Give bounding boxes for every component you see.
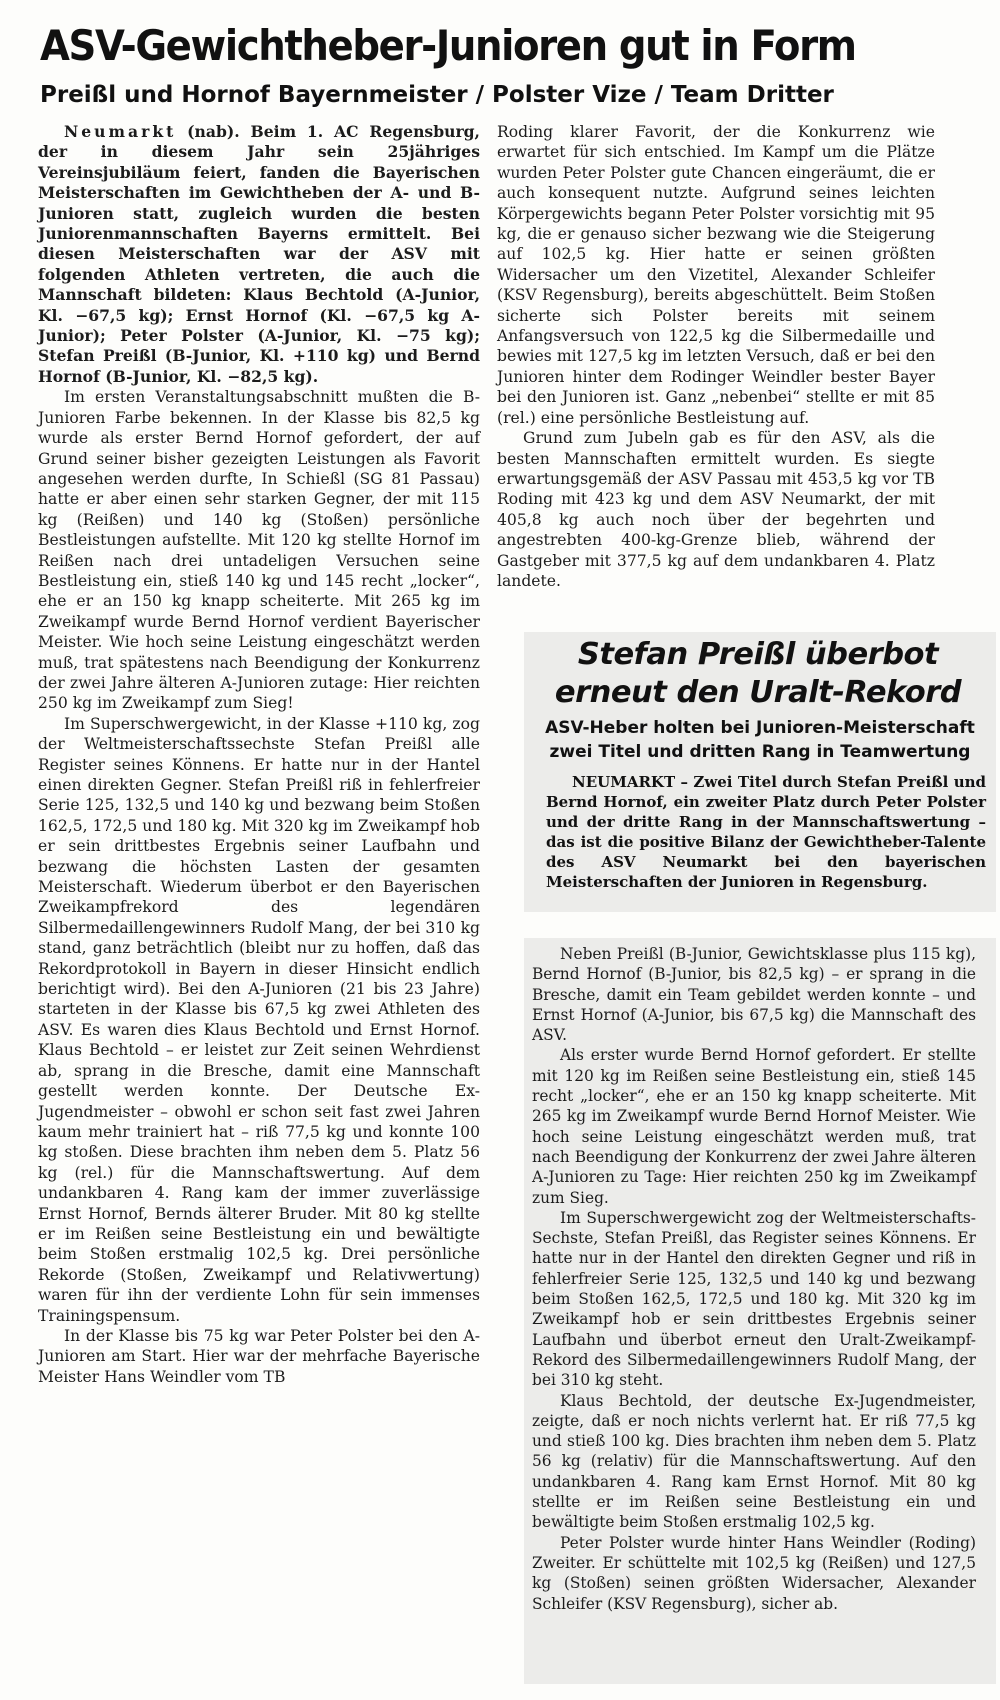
article-lead [38,122,480,387]
sidebar-lead-text: NEUMARKT – Zwei Titel durch Stefan Preißl und Bernd Hornof, ein zweiter Platz durch Peter Polster und der dritte Rang in der Mannschaftswertung – das ist die positive Bilanz der Gewichtheber-Talente des ASV Neumarkt bei den bayerischen Meisterschaften der Junioren in Regensburg. [546,773,986,891]
sidebar-paragraph: Im Superschwergewicht zog der Weltmeisterschafts-Sechste, Stefan Preißl, das Register seines Könnens. Er hatte nur in der Hantel den direkten Gegner und riß in fehlerfreier Serie 125, 132,5 und 140 kg und bezwang beim Stoßen 162,5, 172,5 und 180 kg. Mit 320 kg im Zweikampf hob er sein drittbestes Ergebnis seiner Laufbahn und überbot erneut den Uralt-Zweikampf-Rekord des Silbermedaillengewinners Rudolf Mang, der bei 310 kg steht. [532,1208,976,1390]
article-paragraph: Grund zum Jubeln gab es für den ASV, als die besten Mannschaften ermittelt wurden. Es siegte erwartungsgemäß der ASV Passau mit 453,5 kg vor TB Roding mit 423 kg und dem ASV Neumarkt, der mit 405,8 kg auch noch über der begehrten und angestrebten 400-kg-Grenze blieb, während der Gastgeber mit 377,5 kg auf dem undankbaren 4. Platz landete. [497,429,935,590]
article-lead-text: (nab). Beim 1. AC Regensburg, der in diesem Jahr sein 25jähriges Vereinsjubiläum feiert, fanden die Bayerischen Meisterschaften im Gewichtheben der A- und B-Junioren statt, zugleich wurden die besten Juniorenmannschaften Bayerns ermittelt. Bei diesen Meisterschaften war der ASV mit folgenden Athleten vertreten, die auch die Mannschaft bildeten: Klaus Bechtold (A-Junior, Kl. −67,5 kg); Ernst Hornof (Kl. −67,5 kg A-Junior); Peter Polster (A-Junior, Kl. −75 kg); Stefan Preißl (B-Junior, Kl. +110 kg) und Bernd Hornof (B-Junior, Kl. −82,5 kg). [38,122,480,386]
article-column-right [497,122,935,591]
article-column-left [38,122,480,1387]
sidebar-paragraph: Peter Polster wurde hinter Hans Weindler (Roding) Zweiter. Er schüttelte mit 102,5 kg (Reißen) und 127,5 kg (Stoßen) seinen größten Widersacher, Alexander Schleifer (KSV Regensburg), sicher ab. [532,1533,976,1613]
article-paragraph: In der Klasse bis 75 kg war Peter Polster bei den A-Junioren am Start. Hier war der mehrfache Bayerische Meister Hans Weindler vom TB [38,1326,480,1386]
article-paragraph: Im Superschwergewicht, in der Klasse +110 kg, zog der Weltmeisterschaftssechste Stefan Preißl alle Register seines Könnens. Er hatte nur in der Hantel einen direkten Gegner. Stefan Preißl riß in fehlerfreier Serie 125, 132,5 und 140 kg und bezwang beim Stoßen 162,5, 172,5 und 180 kg. Mit 320 kg im Zweikampf hob er sein drittbestes Ergebnis seiner Laufbahn und bezwang die höchsten Lasten der gesamten Meisterschaft. Wiederum überbot er den Bayerischen Zweikampfrekord des legendären Silbermedaillengewinners Rudolf Mang, der bei 310 kg stand, ganz beträchtlich (bleibt nur zu hoffen, daß das Rekordprotokoll in Bayern in dieser Hinsicht endlich berichtigt wird). Bei den A-Junioren (21 bis 23 Jahre) starteten in der Klasse bis 67,5 kg zwei Athleten des ASV. Es waren dies Klaus Bechtold und Ernst Hornof. Klaus Bechtold – er leistet zur Zeit seinen Wehrdienst ab, sprang in die Bresche, damit eine Mannschaft gestellt werden konnte. Der Deutsche Ex-Jugendmeister – obwohl er schon seit fast zwei Jahren kaum mehr trainiert hat – riß 77,5 kg und konnte 100 kg stoßen. Diese brachten ihm neben dem 5. Platz 56 kg (rel.) für die Mannschaftswertung. Auf dem undankbaren 4. Rang kam der immer zuverlässige Ernst Hornof, Bernds älterer Bruder. Mit 80 kg stellte er im Reißen seine Bestleistung ein und bewältigte beim Stoßen erstmalig 102,5 kg. Drei persönliche Rekorde (Stoßen, Zweikampf und Relativwertung) waren für ihn der verdiente Lohn für sein immenses Trainingspensum. [38,714,480,1325]
article-subheadline: Preißl und Hornof Bayernmeister / Polster Vize / Team Dritter [40,82,834,108]
article-paragraph: Roding klarer Favorit, der die Konkurrenz wie erwartet für sich entschied. Im Kampf um die Plätze wurden Peter Polster gute Chancen eingeräumt, die er auch konsequent nutzte. Aufgrund seines leichten Körpergewichts begann Peter Polster vorsichtig mit 95 kg, die er genauso sicher bezwang wie die Steigerung auf 102,5 kg. Hier hatte er seinen größten Widersacher um den Vizetitel, Alexander Schleifer (KSV Regensburg), bereits abgeschüttelt. Beim Stoßen sicherte sich Polster bereits mit seinem Anfangsversuch von 122,5 kg die Silbermedaille und bewies mit 127,5 kg im letzten Versuch, daß er bei den Junioren hinter dem Rodinger Weindler bester Bayer bei den Junioren ist. Ganz „nebenbei“ stellte er mit 85 (rel.) eine persönliche Bestleistung auf. [497,123,935,427]
article-dateline: Neumarkt [64,122,177,141]
sidebar-subtitle [530,716,990,764]
sidebar-body [532,944,976,1614]
sidebar-paragraph: Neben Preißl (B-Junior, Gewichtsklasse plus 115 kg), Bernd Hornof (B-Junior, bis 82,5 kg) – er sprang in die Bresche, damit ein Team gebildet werden konnte – und Ernst Hornof (A-Junior, bis 67,5 kg) die Mannschaft des ASV. [532,945,976,1045]
sidebar-paragraph: Als erster wurde Bernd Hornof gefordert. Er stellte mit 120 kg im Reißen seine Bestleistung ein, stieß 145 recht „locker“, ehe er an 150 kg knapp scheiterte. Mit 265 kg im Zweikampf wurde Bernd Hornof Meister. Wie hoch seine Leistung eingeschätzt werden muß, trat nach Beendigung der Konkurrenz der zwei Jahre älteren A-Junioren zu Tage: Hier reichten 250 kg im Zweikampf zum Sieg. [532,1046,976,1207]
article-headline: ASV-Gewichtheber-Junioren gut in Form [40,21,856,70]
sidebar-lead [546,772,986,892]
sidebar-title-line: erneut den Uralt-Rekord [554,675,962,710]
sidebar-subtitle-line: ASV-Heber holten bei Junioren-Meisterschaft [545,718,975,738]
article-paragraph: Im ersten Veranstaltungsabschnitt mußten die B-Junioren Farbe bekennen. In der Klasse bis 82,5 kg wurde als erster Bernd Hornof gefordert, der auf Grund seiner bisher gezeigten Leistungen als Favorit angesehen werden durfte, In Schießl (SG 81 Passau) hatte er aber einen sehr starken Gegner, der mit 115 kg (Reißen) und 140 kg (Stoßen) persönliche Bestleistungen aufstellte. Mit 120 kg stellte Hornof im Reißen nach drei untadeligen Versuchen seine Bestleistung ein, stieß 140 kg und 145 recht „locker“, ehe er an 150 kg knapp scheiterte. Mit 265 kg im Zweikampf wurde Bernd Hornof verdient Bayerischer Meister. Wie hoch seine Leistung eingeschätzt werden muß, trat spätestens nach Beendigung der Konkurrenz der zwei Jahre älteren A-Junioren zutage: Hier reichten 250 kg im Zweikampf zum Sieg! [38,388,480,713]
sidebar-title [530,636,986,712]
sidebar-paragraph: Klaus Bechtold, der deutsche Ex-Jugendmeister, zeigte, daß er noch nichts verlernt hat. Er riß 77,5 kg und stieß 100 kg. Dies brachten ihm neben dem 5. Platz 56 kg (relativ) für die Mannschaftswertung. Auf den undankbaren 4. Rang kam Ernst Hornof. Mit 80 kg stellte er im Reißen seine Bestleistung ein und bewältigte beim Stoßen erstmalig 102,5 kg. [532,1391,976,1532]
sidebar-title-line: Stefan Preißl überbot [577,637,939,672]
sidebar-subtitle-line: zwei Titel und dritten Rang in Teamwertung [549,742,971,762]
sidebar-divider [524,912,996,938]
